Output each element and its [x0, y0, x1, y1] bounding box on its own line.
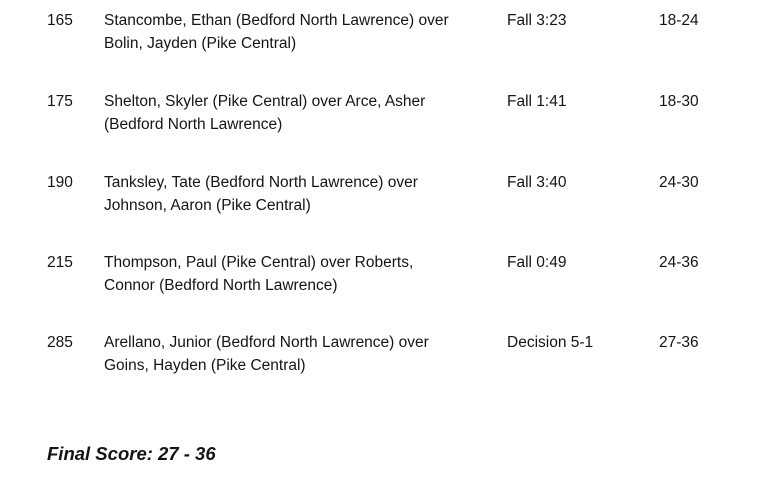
weight-class: 165 [47, 12, 73, 29]
final-score: Final Score: 27 - 36 [47, 443, 216, 464]
team-score: 18-24 [659, 12, 699, 29]
match-description [104, 251, 484, 297]
match-line: Arellano, Junior (Bedford North Lawrence) over [104, 334, 429, 351]
weight-class: 285 [47, 334, 73, 351]
weight-class: 175 [47, 93, 73, 110]
match-result: Decision 5-1 [507, 334, 594, 351]
match-description [104, 171, 484, 217]
team-score: 27-36 [659, 334, 699, 351]
match-description [104, 331, 484, 377]
team-score: 24-36 [659, 254, 699, 271]
match-line: Connor (Bedford North Lawrence) [104, 277, 338, 294]
match-line: Stancombe, Ethan (Bedford North Lawrence) over [104, 12, 449, 29]
weight-class: 190 [47, 174, 73, 191]
match-result: Fall 3:40 [507, 174, 567, 191]
match-line: (Bedford North Lawrence) [104, 116, 283, 133]
match-line: Johnson, Aaron (Pike Central) [104, 197, 311, 214]
match-line: Shelton, Skyler (Pike Central) over Arce, Asher [104, 93, 426, 110]
team-score: 18-30 [659, 93, 699, 110]
weight-class: 215 [47, 254, 73, 271]
match-result: Fall 3:23 [507, 12, 567, 29]
team-score: 24-30 [659, 174, 699, 191]
match-line: Thompson, Paul (Pike Central) over Roberts, [104, 254, 414, 271]
match-description [104, 9, 484, 55]
match-result: Fall 1:41 [507, 93, 567, 110]
match-description [104, 90, 484, 136]
match-line: Tanksley, Tate (Bedford North Lawrence) over [104, 174, 418, 191]
match-result: Fall 0:49 [507, 254, 567, 271]
match-line: Goins, Hayden (Pike Central) [104, 357, 306, 374]
match-line: Bolin, Jayden (Pike Central) [104, 35, 297, 52]
